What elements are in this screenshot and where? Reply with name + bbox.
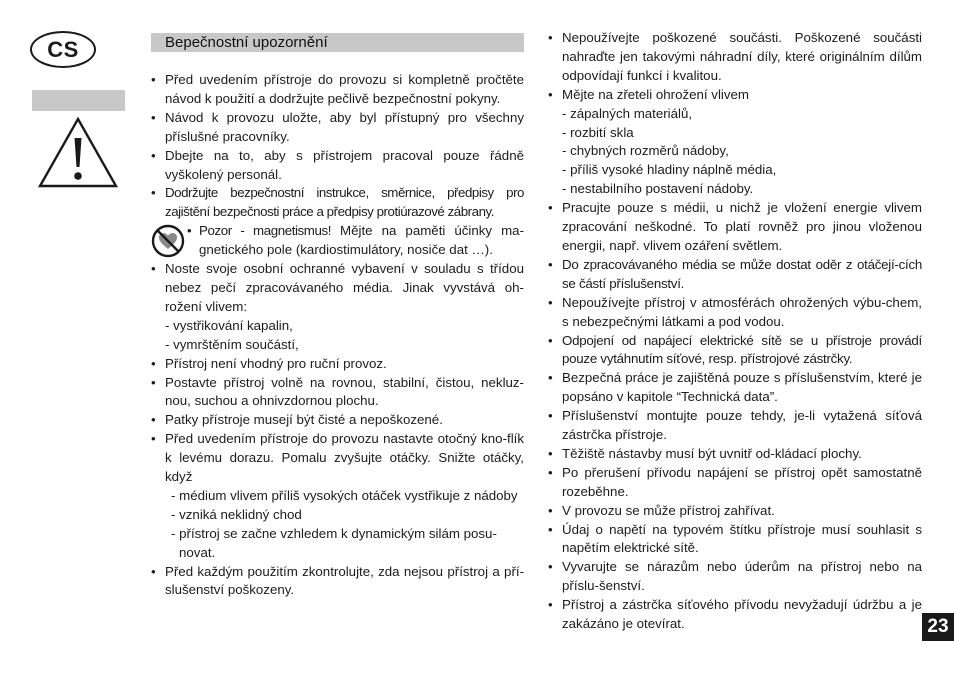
- safety-item-mount-accessories: • Příslušenství montujte pouze tehdy, je-li vytažená síťová zástrčka přístroje.: [548, 407, 922, 445]
- safety-item-read-manual: • Před uvedením přístroje do provozu si kompletně pročtěte návod k použití a dodržujte pečlivě bezpečnostní pokyny.: [151, 71, 524, 109]
- list-subitem: - přístroj se začne vzhledem k dynamickým silám posu-novat.: [171, 525, 497, 560]
- language-badge: CS: [30, 31, 96, 68]
- safety-item-energy-input: • Pracujte pouze s médii, u nichž je vložení energie vlivem zpracování neškodné. To platí rovněž pro jinou vloženou energii, např. vlivem ozáření světlem.: [548, 199, 922, 256]
- safety-item-trained-staff: • Dbejte na to, aby s přístrojem pracoval pouze řádně vyškolený personál.: [151, 147, 524, 185]
- safety-item-magnetism: [151, 222, 524, 260]
- list-subitem: - vystřikování kapalin,: [165, 317, 293, 333]
- list-subitem: - rozbití skla: [562, 124, 634, 140]
- safety-item-heat: • V provozu se může přístroj zahřívat.: [548, 502, 922, 521]
- safety-item-inspect: • Před každým použitím zkontrolujte, zda nejsou přístroj a pří- slušenství poškozeny.: [151, 563, 524, 601]
- no-pacemaker-icon: [151, 224, 185, 258]
- safety-item-store-manual: • Návod k provozu uložte, aby byl přístupný pro všechny příslušné pracovníky.: [151, 109, 524, 147]
- list-subitem: - zápalných materiálů,: [562, 105, 693, 121]
- safety-item-damaged-parts: • Nepoužívejte poškozené součásti. Poškozené součásti nahraďte jen takovými náhradní díly, které originálním dílům odpovídají funkcí i kvalitou.: [548, 29, 922, 86]
- safety-item-center-of-gravity: • Těžiště nástavby musí být uvnitř od-kládací plochy.: [548, 445, 922, 464]
- safety-item-voltage: • Údaj o napětí na typovém štítku přístroje musí souhlasit s napětím elektrické sítě.: [548, 521, 922, 559]
- list-subitem: - vzniká neklidný chod: [171, 506, 302, 522]
- safety-item-hazards: • Mějte na zřeteli ohrožení vlivem: [548, 86, 922, 105]
- safety-item-not-handheld: • Přístroj není vhodný pro ruční provoz.: [151, 355, 524, 374]
- safety-item-abrasion: • Do zpracovávaného média se může dostat oděr z otáčejí-cích se částí příslušenství.: [548, 256, 922, 294]
- warning-triangle-icon: [37, 116, 119, 189]
- safety-item-protective-gear: • Noste svoje osobní ochranné vybavení v souladu s třídou nebez pečí zpracovávaného média. Jinak vyvstává oh-rožení vlivem:: [151, 260, 524, 317]
- left-column: [151, 33, 524, 600]
- safety-item-maintenance: • Přístroj a zástrčka síťového přívodu nevyžadují údržbu a je zakázáno je otevírat.: [548, 596, 922, 634]
- safety-item-accessories: • Bezpečná práce je zajištěná pouze s příslušenstvím, které je popsáno v kapitole “Technická data”.: [548, 369, 922, 407]
- magnetism-label: Pozor - magnetismus!: [199, 223, 332, 239]
- safety-item-impacts: • Vyvarujte se nárazům nebo úderům na přístroj nebo na příslu-šenství.: [548, 558, 922, 596]
- page-number: 23: [922, 613, 954, 641]
- right-column: [548, 29, 922, 634]
- safety-item-placement: • Postavte přístroj volně na rovnou, stabilní, čistou, nekluz-nou, suchou a ohnivzdornou plochu.: [151, 374, 524, 412]
- safety-item-instructions: • Dodržujte bezpečnostní instrukce, směrnice, předpisy pro zajištění bezpečnosti práce a předpisy protiúrazové zábrany.: [151, 184, 524, 222]
- list-subitem: - médium vlivem příliš vysokých otáček vystřikuje z nádoby: [171, 487, 518, 503]
- safety-item-explosive: • Nepoužívejte přístroj v atmosférách ohrožených výbu-chem, s nebezpečnými látkami a pod vodou.: [548, 294, 922, 332]
- safety-item-feet: • Patky přístroje musejí být čisté a nepoškozené.: [151, 411, 524, 430]
- safety-item-power-restart: • Po přerušení přívodu napájení se přístroj opět samostatně rozeběhne.: [548, 464, 922, 502]
- list-subitem: - nestabilního postavení nádoby.: [562, 181, 754, 197]
- safety-item-speed: • Před uvedením přístroje do provozu nastavte otočný kno-flík k levému dorazu. Pomalu zvyšujte otáčky. Snižte otáčky, když: [151, 430, 524, 487]
- safety-item-disconnect: • Odpojení od napájecí elektrické sítě se u přístroje provádí pouze vytáhnutím síťové, resp. přístrojové zástrčky.: [548, 332, 922, 370]
- list-subitem: - chybných rozměrů nádoby,: [562, 143, 729, 159]
- list-subitem: - vymrštěním součástí,: [165, 336, 299, 352]
- magnetism-text: Mějte na paměti účinky ma-gnetického pole (kardiostimulátory, nosiče dat …).: [199, 223, 524, 258]
- section-heading: Bepečnostní upozornění: [151, 33, 524, 52]
- section-marker-bar: [32, 90, 125, 111]
- bullet: •: [187, 223, 192, 239]
- list-subitem: - příliš vysoké hladiny náplně média,: [562, 162, 777, 178]
